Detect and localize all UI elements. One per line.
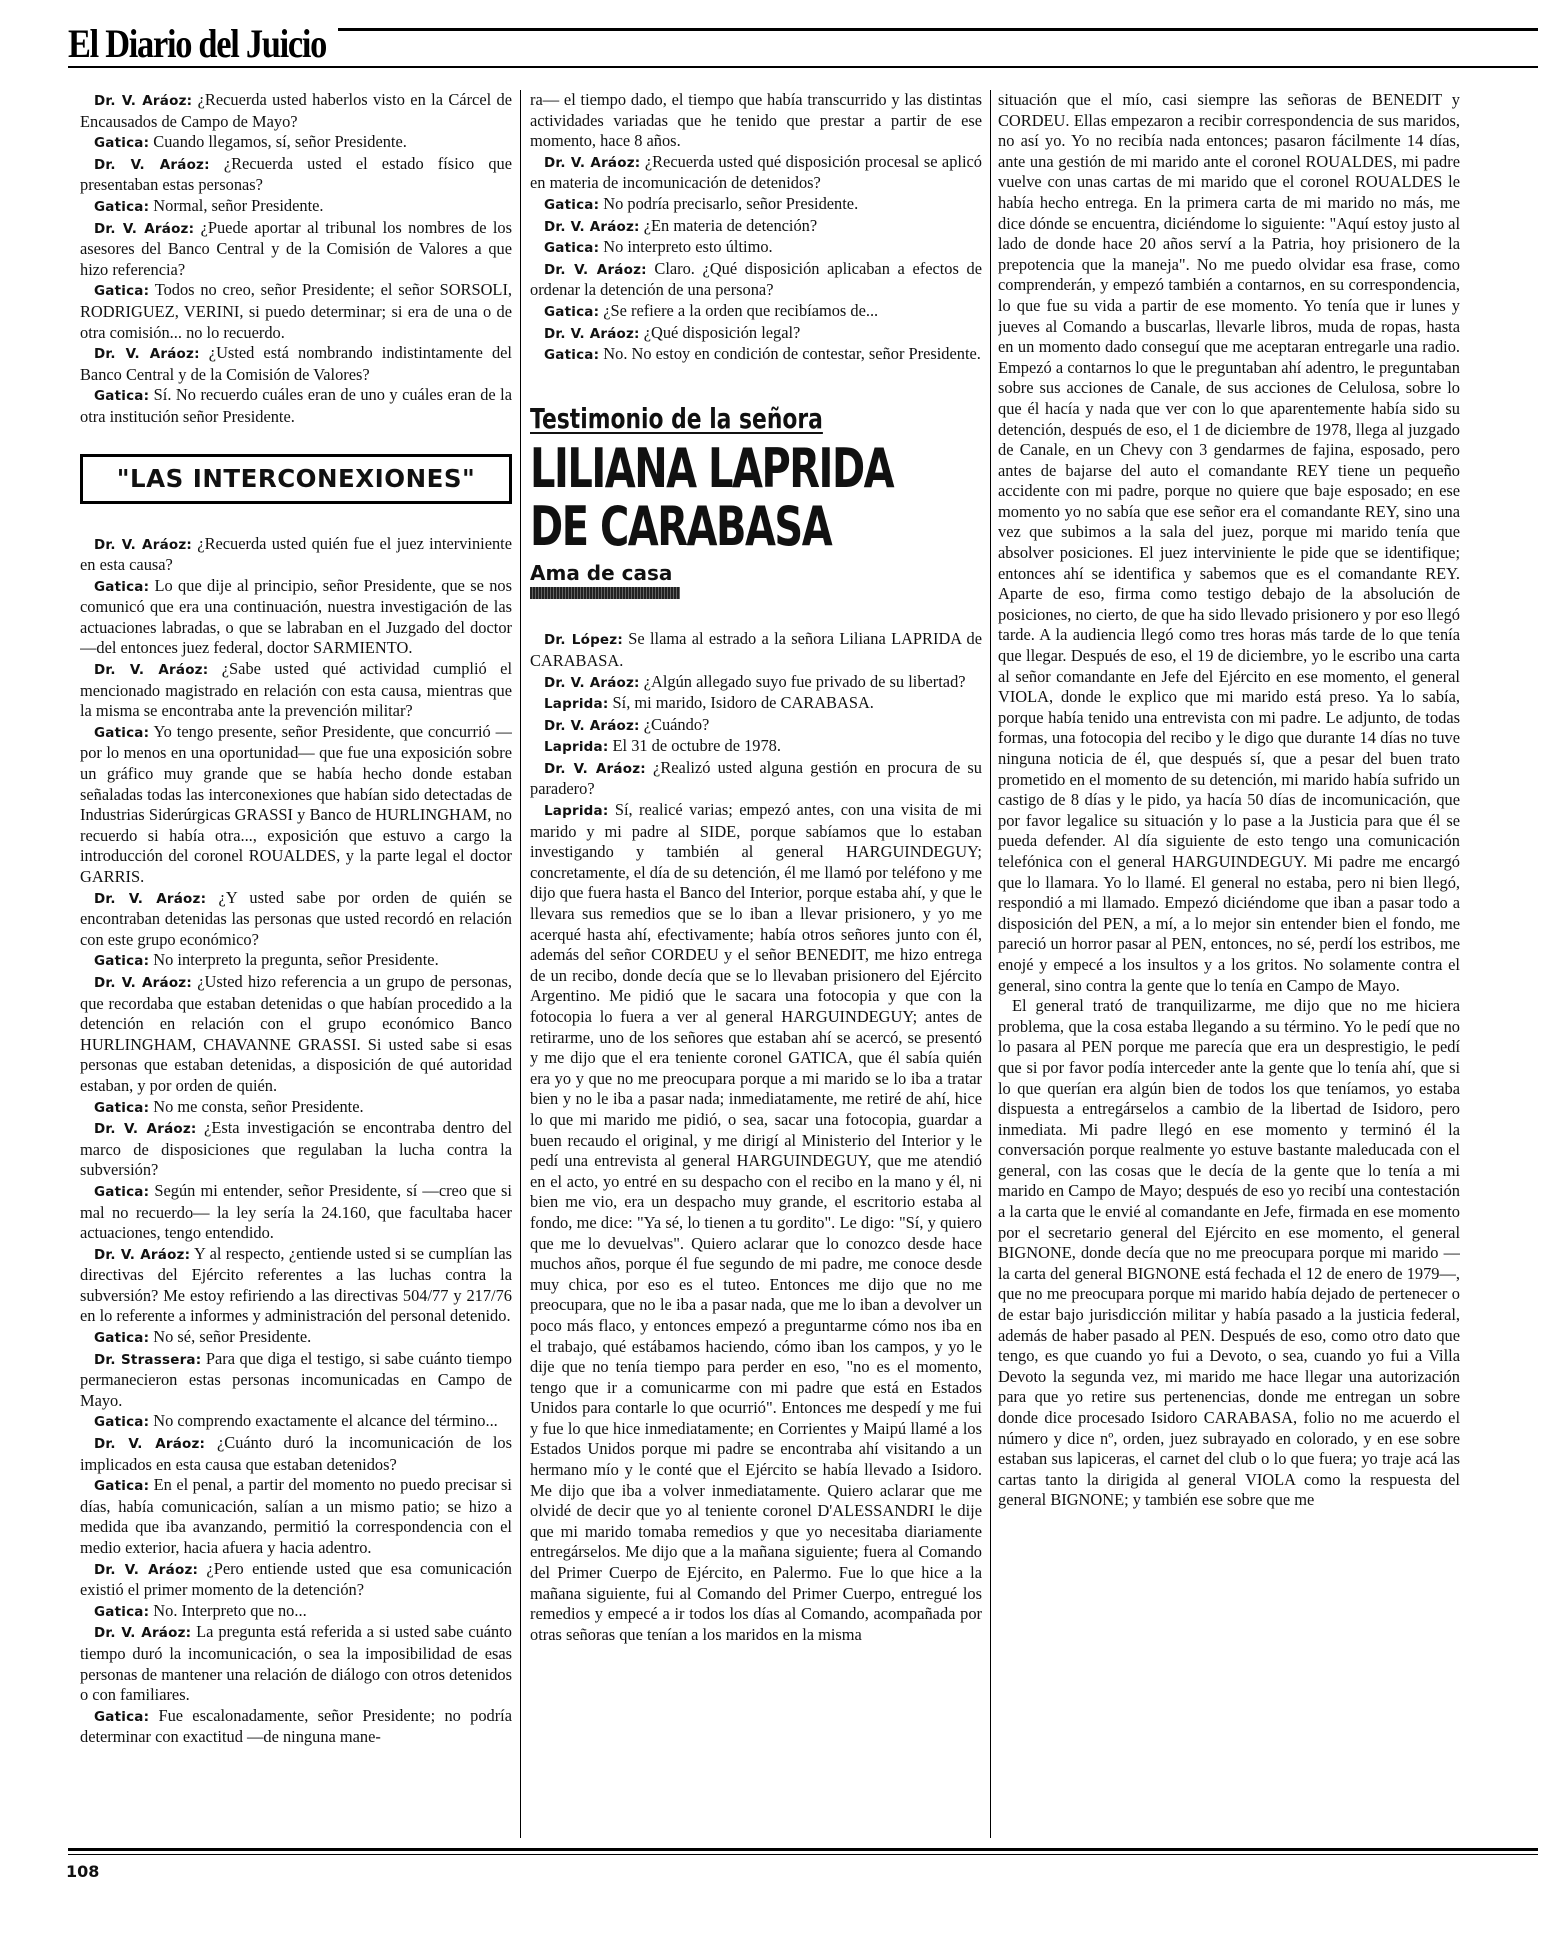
dialogue-text: El 31 de octubre de 1978. (608, 736, 781, 756)
masthead-rule (338, 28, 1538, 31)
paragraph: El general trató de tranquilizarme, me dijo que no me hiciera problema, que la cosa estaba llegando a su término. Yo le pedí que no lo pasara al PEN porque me parecía que era un desprestigio, le pedí que si por favor podía interceder ante la gente que lo tenía ahí, que si lo que querían era algún bien de todos los que teníamos, yo estaba dispuesta a entregárselos a cambio de la libertad de Isidoro, pero inmediata. Mi padre llegó en ese momento y terminó él la conversación porque realmente yo estuve bastante maleducada con el general, con las cosas que le decía de la gente que lo tenía a mi marido en Campo de Mayo; después de eso yo recibí una contestación a la carta que le envié al comandante en Jefe, firmada en ese momento por el secretario general del Ejército en ese momento, el general BIGNONE, donde decía que no me preocupara porque mi marido —la carta del general BIGNONE está fechada el 12 de enero de 1979—, que no me preocupara porque mi marido había dejado de pertenecer o de estar bajo jurisdicción militar y había pasado a la justicia federal, además de haber pasado al PEN. Después de eso, como otro dato que tengo, es que cuando yo fui a Devoto, o sea, cuando yo fui a Villa Devoto la segunda vez, mi marido me hace llegar una autorización para que yo retire sus pertenencias, donde me entregan un sobre donde dice procesado Isidoro CARABASA, folio no me acuerdo el número y dice nº, orden, juez subrayado en colorado, y en ese sobre estaban sus lapiceras, el carnet del club o lo que fuera; yo traje acá las cartas tanto la dirigida al general VIOLA como la respuesta del general BIGNONE; y también ese sobre que me (998, 996, 1460, 1510)
witness-role: Ama de casa (530, 560, 673, 585)
dialogue-text: No comprendo exactamente el alcance del término... (149, 1411, 498, 1431)
speaker-label: Dr. V. Aráoz: (94, 1121, 197, 1138)
page-number: 108 (66, 1862, 100, 1881)
dialogue-line (530, 259, 982, 301)
speaker-label: Gatica: (94, 1708, 150, 1725)
speaker-label: Gatica: (544, 303, 600, 320)
dialogue-block (80, 534, 512, 1748)
speaker-label: Gatica: (544, 347, 600, 364)
speaker-label: Dr. López: (544, 632, 623, 649)
speaker-label: Laprida: (544, 696, 609, 713)
dialogue-line (530, 301, 982, 323)
speaker-label: Dr. V. Aráoz: (94, 1625, 192, 1642)
dialogue-line (530, 216, 982, 238)
dialogue-text: ¿Se refiere a la orden que recibíamos de... (599, 300, 879, 320)
speaker-label: Gatica: (94, 1414, 150, 1431)
dialogue-block (80, 90, 512, 428)
dialogue-text: ¿Recuerda usted quién fue el juez interviniente en esta causa? (80, 533, 512, 575)
footer-rule (68, 1854, 1538, 1855)
column-1 (80, 90, 512, 1840)
dialogue-text: Lo que dije al principio, señor Presidente, que se nos comunicó que era una continuación, nuestra investigación de las actuaciones labradas, o que se labraban en el Juzgado del doctor —del entonces juez federal, doctor SARMIENTO. (80, 575, 512, 658)
dialogue-text: ¿Recuerda usted el estado físico que presentaban estas personas? (80, 153, 512, 195)
dialogue-line (530, 152, 982, 194)
decorative-bar (530, 587, 680, 599)
dialogue-line (80, 950, 512, 972)
dialogue-text: No. No estoy en condición de contestar, señor Presidente. (599, 344, 981, 364)
dialogue-line (530, 344, 982, 366)
dialogue-text: Normal, señor Presidente. (149, 195, 324, 215)
dialogue-line (80, 972, 512, 1097)
dialogue-text: ¿Recuerda usted haberlos visto en la Cárcel de Encausados de Campo de Mayo? (80, 90, 512, 131)
speaker-label: Dr. V. Aráoz: (94, 156, 210, 173)
speaker-label: Gatica: (94, 1099, 150, 1116)
speaker-label: Dr. V. Aráoz: (544, 325, 640, 342)
dialogue-line (80, 196, 512, 218)
speaker-label: Gatica: (544, 240, 600, 257)
dialogue-text: Para que diga el testigo, si sabe cuánto tiempo permanecieron estas personas incomunicadas en Campo de Mayo. (80, 1348, 512, 1410)
speaker-label: Dr. V. Aráoz: (544, 760, 646, 777)
speaker-label: Dr. V. Aráoz: (544, 674, 640, 691)
dialogue-text: ¿Algún allegado suyo fue privado de su libertad? (639, 671, 966, 691)
dialogue-text: ¿Y usted sabe por orden de quién se encontraban detenidas las personas que usted recordó en relación con este grupo económico? (80, 887, 512, 949)
column-3 (998, 90, 1460, 1840)
speaker-label: Dr. V. Aráoz: (94, 890, 207, 907)
speaker-label: Dr. V. Aráoz: (544, 218, 640, 235)
dialogue-line (530, 672, 982, 694)
dialogue-line (80, 1327, 512, 1349)
dialogue-line (530, 736, 982, 758)
speaker-label: Dr. V. Aráoz: (94, 220, 195, 237)
dialogue-line (80, 1706, 512, 1748)
dialogue-line (80, 154, 512, 196)
testimony-header (530, 400, 982, 600)
dialogue-line (80, 343, 512, 385)
speaker-label: Dr. V. Aráoz: (94, 1561, 199, 1578)
speaker-label: Dr. V. Aráoz: (94, 536, 193, 553)
speaker-label: Gatica: (94, 283, 150, 300)
dialogue-block (530, 629, 982, 1645)
speaker-label: Dr. V. Aráoz: (94, 974, 192, 991)
dialogue-text: No. Interpreto que no... (149, 1600, 307, 1620)
dialogue-line (530, 800, 982, 1645)
speaker-label: Gatica: (94, 135, 150, 152)
dialogue-line (80, 1475, 512, 1558)
dialogue-line (80, 1118, 512, 1181)
dialogue-text: ¿Usted hizo referencia a un grupo de personas, que recordaba que estaban detenidas o que habían procedido a la detención en relación con el grupo económico Banco HURLINGHAM, CHAVANNE GRASSI. Si usted sabe si esas personas que estaban detenidas, a disposición de qué autoridad estaban, y por orden de quién. (80, 971, 512, 1095)
dialogue-line (80, 1622, 512, 1705)
dialogue-text: No interpreto la pregunta, señor Presidente. (149, 950, 439, 970)
dialogue-line (80, 659, 512, 722)
witness-name: DE CARABASA (530, 494, 832, 558)
dialogue-line (530, 194, 982, 216)
dialogue-line (80, 1559, 512, 1601)
dialogue-text: ¿Cuánto duró la incomunicación de los implicados en esta causa que estaban detenidos? (80, 1433, 512, 1474)
dialogue-line (530, 715, 982, 737)
dialogue-line (80, 90, 512, 132)
dialogue-line (530, 629, 982, 671)
dialogue-line (80, 132, 512, 154)
speaker-label: Gatica: (94, 1183, 150, 1200)
dialogue-line (80, 1411, 512, 1433)
dialogue-text: ¿Cuándo? (639, 714, 710, 734)
dialogue-line (80, 888, 512, 951)
dialogue-line (80, 1244, 512, 1327)
dialogue-text: Sí, realicé varias; empezó antes, con una visita de mi marido y mi padre al SIDE, porque sabíamos que lo estaban investigando y también al general HARGUINDEGUY; concretamente, el día de su detención, él me llamó por teléfono y me dijo que fuera hasta el Banco del Interior, porque estaba ahí, y que le llevara sus remedios que se lo iban a llevar prisionero, y yo me acerqué hasta ahí, efectivamente; había otros señores junto con él, además del señor CORDEU y el señor BENEDIT, me hizo entrega de un recibo, donde decía que se lo llevaban prisionero del Ejército Argentino. Me pidió que le sacara una fotocopia y que con la fotocopia lo fuera a ver al general HARGUINDEGUY; antes de retirarme, uno de los señores que estaban ahí se acercó, se presentó y me dijo que el era teniente coronel GATICA, que él sabía quién era yo y que no me preocupara porque a mi marido se lo iba a tratar bien y no le iba a pasar nada; inmediatamente, me retiré de ahí, hice lo que mi marido me pidió, o sea, sacar una fotocopia, guardar a buen recaudo el original, y me dirigí al Ministerio del Interior y le pedí una entrevista al general HARGUINDEGUY, que me atendió en el acto, yo entré en su despacho con el recibo en la mano y él, ni bien me vio, era un despacho muy grande, el escritorio estaba al fondo, me dice: "Ya sé, lo tienen a tu gordito". Le digo: "Sí, y quiero que me lo devuelvas". Quiero aclarar que lo conozco desde hace muchos años, porque él fue segundo de mi padre, me conoce desde muy chica, por eso es el tuteo. Entonces me dijo que no me preocupara, que no le iba a pasar nada, que me lo iban a devolver un poco más flaco, y entonces empezó a preguntarme cómo nos iba en el trabajo, qué estábamos haciendo, cómo iban los campos, y yo le dije que no tenía tiempo para perder en eso, "no es el momento, tengo que ir a comunicarme con mi padre que está en Estados Unidos para contarle lo que ocurrió". Entonces me despedí y me fui y fue lo que hice inmediatamente; en Corrientes y Maipú llamé a los Estados Unidos porque mi padre se encontraba ahí visitando a un hermano mío y le conté que el Ejército se había llevado a Isidoro. Me dijo que iba a volver inmediatamente. Quiero aclarar que me olvidé de decir que yo al teniente coronel D'ALESSANDRI le dije que mi marido tomaba remedios y que yo necesitaba diariamente entregárselos. Me dijo que a la mañana siguiente; fuera al Comando del Primer Cuerpo de Ejército, en Palermo. Fue lo que hice a la mañana siguiente, fui al Comando del Primer Cuerpo, entregué los remedios y empecé a ir todos los días al Comando, acompañada por otras señoras que tenían a los maridos en la misma (530, 800, 982, 1644)
speaker-label: Gatica: (94, 724, 150, 741)
dialogue-line (530, 237, 982, 259)
masthead (68, 21, 1538, 72)
dialogue-line (530, 693, 982, 715)
speaker-label: Gatica: (94, 1478, 150, 1495)
dialogue-text: No me consta, señor Presidente. (149, 1096, 364, 1116)
speaker-label: Dr. V. Aráoz: (94, 662, 209, 679)
dialogue-text: La pregunta está referida a si usted sabe cuánto tiempo duró la incomunicación, o sea la imposibilidad de esas personas de mantener una relación de diálogo con otros detenidos o con familiares. (80, 1622, 512, 1705)
dialogue-text: Fue escalonadamente, señor Presidente; no podría determinar con exactitud —de ninguna mane- (80, 1705, 512, 1747)
dialogue-line (530, 323, 982, 345)
paragraph: ra— el tiempo dado, el tiempo que había transcurrido y las distintas actividades variadas que he tenido que prestar a partir de ese momento, hace 8 años. (530, 90, 982, 151)
dialogue-line (80, 576, 512, 659)
speaker-label: Gatica: (94, 953, 150, 970)
speaker-label: Laprida: (544, 803, 609, 820)
dialogue-text: Cuando llegamos, sí, señor Presidente. (149, 132, 407, 152)
dialogue-line (80, 534, 512, 576)
dialogue-line (80, 1433, 512, 1475)
witness-name: LILIANA LAPRIDA (530, 436, 894, 500)
dialogue-text: No interpreto esto último. (599, 237, 773, 257)
dialogue-text: Claro. ¿Qué disposición aplicaban a efectos de ordenar la detención de una persona? (530, 258, 982, 300)
speaker-label: Dr. V. Aráoz: (544, 717, 640, 734)
speaker-label: Gatica: (94, 198, 150, 215)
dialogue-block (530, 152, 982, 366)
dialogue-text: ¿En materia de detención? (639, 215, 818, 235)
dialogue-text: No podría precisarlo, señor Presidente. (599, 193, 859, 213)
dialogue-text: ¿Recuerda usted qué disposición procesal se aplicó en materia de incomunicación de detenidos? (530, 151, 982, 193)
speaker-label: Dr. V. Aráoz: (544, 154, 641, 171)
dialogue-text: No sé, señor Presidente. (149, 1327, 312, 1347)
speaker-label: Gatica: (94, 388, 150, 405)
dialogue-text: ¿Realizó usted alguna gestión en procura de su paradero? (530, 757, 982, 799)
paragraph: situación que el mío, casi siempre las señoras de BENEDIT y CORDEU. Ellas empezaron a recibir correspondencia de sus maridos, no así yo. Yo no recibía nada entonces; pasaron fácilmente 14 días, ante una gestión de mi marido ante el coronel ROUALDES, mi padre vuelve con unas cartas de mi marido que el coronel ROUALDES le había hecho entrega. En la primera carta de mi marido no más, me dice dónde se encuentra, diciéndome lo siguiente: "Aquí estoy justo al lado de donde hace 20 años serví a la Patria, hoy prisionero de la prepotencia que la maneja". No me puedo olvidar esa frase, como comprenderán, y empezó también a contarnos, en su correspondencia, lo que fue su vida a partir de ese momento. Yo tenía que ir lunes y jueves al Comando a buscarlas, llevarle libros, muda de ropas, hasta en un momento dado conseguí que me aceptaran entregarle una radio. Empezó a contarnos lo que le preguntaban ahí adentro, le preguntaban sobre sus acciones de Canale, de sus acciones de Celulosa, sobre lo que él hacía y nada que ver con lo que aparentemente había sido su detención, después de eso, el 1 de diciembre de 1978, llega al juzgado de Canale, en un Chevy con 3 gendarmes de fajina, esposado, pero antes de bajarse del auto el comandante REY tiene un pequeño accidente con mi padre, porque no quiere que baje esposado; en ese momento yo no sabía que ese señor era el comandante REY, sino una vez que subimos a la sala del juez, porque mi marido tenía que absolver posiciones. El juez interviniente le pide que se identifique; entonces ahí se identifica y sabemos que es el comandante REY. Aparte de eso, firma como testigo debajo de la absolución de posiciones, no cierto, de que ha sido llevado prisionero y por eso llegó tarde. A la audiencia llegó como tres horas más tarde de lo que tenía que llegar. Después de eso, el 19 de diciembre, yo le escribo una carta al señor comandante en Jefe del Ejército en ese momento, el general VIOLA, donde le explico que mi marido está preso. Ya lo sabía, porque había tenido una entrevista con mi padre. Le adjunto, de todas formas, una fotocopia del recibo y le digo que durante 14 días no tuve ninguna noticia de él, que después sí, que a pesar del buen trato prometido en el momento de su detención, mi marido había sufrido un castigo de 8 días y le pido, ya hacía 50 días de incomunicación, que por favor legalice su situación y lo pase a la Justicia para que él se pueda defender. Al día siguiente de esto tengo una comunicación telefónica con el general HARGUINDEGUY. Mi padre me encargó que lo llamara. Yo lo llamé. El general no estaba, pero ni bien llegó, respondió a mi llamado. Empezó diciéndome que iban a pasar todo a disposición del PEN, a mí, a lo mejor sin entender bien el fondo, me pareció un horror pasar al PEN, entonces, no sé, perdí los estribos, me enojé y empecé a los insultos y a los gritos. No solamente contra el general, sino contra la gente que lo tenía en Campo de Mayo. (998, 90, 1460, 995)
speaker-label: Dr. V. Aráoz: (94, 346, 200, 363)
dialogue-text: ¿Qué disposición legal? (639, 322, 801, 342)
dialogue-text: En el penal, a partir del momento no puedo precisar si días, había comunicación, salían a un mismo patio; se hizo a medida que iba avanzando, permitió la correspondencia con el medio exterior, hacia afuera y hacia adentro. (80, 1475, 512, 1557)
dialogue-line (80, 1097, 512, 1119)
speaker-label: Gatica: (544, 196, 600, 213)
column-divider (990, 90, 991, 1838)
dialogue-line (80, 1601, 512, 1623)
dialogue-line (80, 722, 512, 888)
dialogue-line (530, 758, 982, 800)
speaker-label: Gatica: (94, 578, 150, 595)
speaker-label: Gatica: (94, 1603, 150, 1620)
dialogue-line (80, 280, 512, 343)
masthead-title: El Diario del Juicio (68, 21, 326, 66)
masthead-rule-bottom (68, 66, 1538, 68)
testimony-kicker: Testimonio de la señora (530, 401, 823, 435)
dialogue-line (80, 385, 512, 427)
dialogue-text: ¿Usted está nombrando indistintamente del Banco Central y de la Comisión de Valores? (80, 343, 512, 384)
speaker-label: Dr. V. Aráoz: (94, 1246, 191, 1263)
narrative-block (998, 90, 1460, 1511)
dialogue-text: ¿Esta investigación se encontraba dentro del marco de disposiciones que regulaban la lucha contra la subversión? (80, 1118, 512, 1180)
section-heading: "LAS INTERCONEXIONES" (80, 454, 512, 504)
dialogue-text: Sí. No recuerdo cuáles eran de uno y cuáles eran de la otra institución señor Presidente. (80, 385, 512, 426)
footer-rule (68, 1848, 1538, 1851)
speaker-label: Dr. V. Aráoz: (94, 1436, 206, 1453)
speaker-label: Dr. V. Aráoz: (544, 261, 647, 278)
column-divider (520, 90, 521, 1838)
speaker-label: Gatica: (94, 1330, 150, 1347)
dialogue-line (80, 218, 512, 281)
dialogue-text: Todos no creo, señor Presidente; el señor SORSOLI, RODRIGUEZ, VERINI, si puedo determinar; si era de una o de otra comisión... no lo recuerdo. (80, 280, 512, 342)
dialogue-line (80, 1181, 512, 1244)
dialogue-text: Se llama al estrado a la señora Liliana LAPRIDA de CARABASA. (530, 629, 982, 670)
speaker-label: Dr. V. Aráoz: (94, 93, 193, 109)
speaker-label: Dr. Strassera: (94, 1351, 202, 1368)
dialogue-text: Y al respecto, ¿entiende usted si se cumplían las directivas del Ejército referentes a las luchas contra la subversión? Me estoy refiriendo a las directivas 504/77 y 217/76 en lo referente a informes y administración del personal detenido. (80, 1243, 512, 1326)
dialogue-text: Según mi entender, señor Presidente, sí —creo que si mal no recuerdo— la ley sería la 24.160, que facultaba hacer actuaciones, tengo entendido. (80, 1180, 512, 1243)
dialogue-text: Yo tengo presente, señor Presidente, que concurrió —por lo menos en una oportunidad— que fue una exposición sobre un gráfico muy grande que se había hecho donde estaban señaladas todas las interconexiones que habían sido detectadas de Industrias Siderúrgicas GRASSI y Banco de HURLINGHAM, no recuerdo si había otra..., exposición que estuvo a cargo la introducción del coronel ROUALDES, y la parte legal el doctor GARRIS. (80, 721, 512, 886)
column-2 (530, 90, 982, 1840)
dialogue-text: ¿Sabe usted qué actividad cumplió el mencionado magistrado en relación con esta causa, mientras que la misma se encontraba ante la prevención militar? (80, 659, 512, 721)
dialogue-text: Sí, mi marido, Isidoro de CARABASA. (608, 693, 874, 713)
speaker-label: Laprida: (544, 739, 609, 756)
dialogue-line (80, 1349, 512, 1412)
dialogue-text: ¿Pero entiende usted que esa comunicación existió el primer momento de la detención? (80, 1558, 512, 1600)
dialogue-text: ¿Puede aportar al tribunal los nombres de los asesores del Banco Central y de la Comisión de Valores a que hizo referencia? (80, 217, 512, 279)
